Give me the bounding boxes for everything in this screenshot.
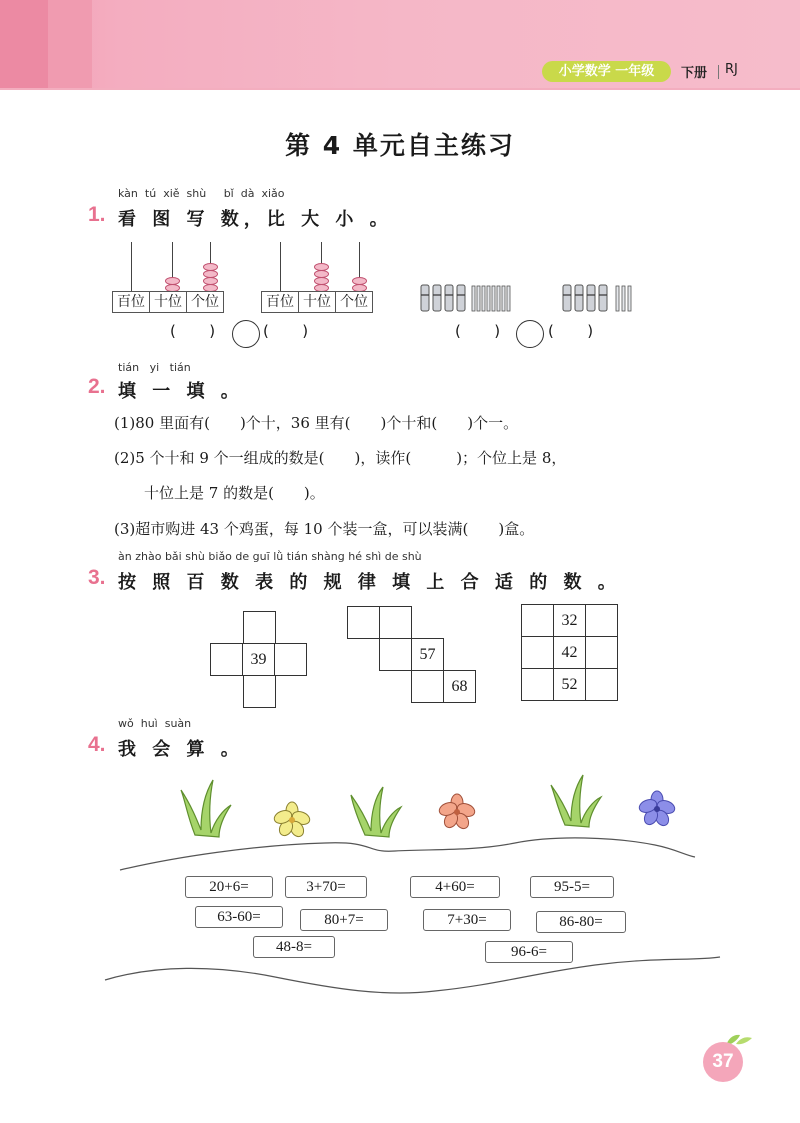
edition-label: RJ (725, 62, 738, 77)
pinyin-syllable: shù (185, 550, 205, 563)
hundreds-label: 百位 (113, 292, 150, 312)
calculation-box[interactable]: 48-8= (253, 936, 335, 958)
q2-line-4: (3)超市购进 43 个鸡蛋，每 10 个装一盒，可以装满( )盒。 (114, 520, 535, 538)
page-title: 第 4 单元自主练习 (285, 131, 515, 160)
header-stripe (0, 0, 48, 90)
pinyin-syllable: shù (186, 187, 207, 200)
compare-circle[interactable] (516, 320, 544, 348)
grid-cell-blank[interactable] (521, 668, 554, 701)
calculation-box[interactable]: 63-60= (195, 906, 283, 928)
q3-pinyin (118, 550, 422, 563)
compare-circle[interactable] (232, 320, 260, 348)
q2-line-1: (1)80 里面有( )个十，36 里有( )个十和( )个一。 (114, 414, 519, 432)
grid-cell: 32 (553, 604, 586, 637)
tens-label: 十位 (299, 292, 336, 312)
pinyin-syllable: tián (118, 361, 140, 374)
counting-sticks-left (420, 283, 515, 315)
place-value-labels (261, 291, 373, 313)
calculation-box[interactable]: 96-6= (485, 941, 573, 963)
grid-cell-blank[interactable] (585, 636, 618, 669)
abacus-rod (131, 242, 132, 292)
header-line (0, 88, 800, 90)
flower-icon (272, 802, 311, 839)
grid-cell-blank[interactable] (243, 675, 276, 708)
volume-label: 下册 (681, 66, 708, 81)
abacus-right (261, 240, 381, 315)
grass-icon (551, 775, 601, 827)
pinyin-syllable: shì (365, 550, 382, 563)
pinyin-syllable: zhào (135, 550, 162, 563)
header-divider (718, 65, 719, 79)
pinyin-syllable: hé (348, 550, 362, 563)
pinyin-syllable: huì (140, 717, 158, 730)
pinyin-syllable: yi (149, 361, 160, 374)
q1-pinyin (118, 187, 285, 200)
grass-icon (351, 787, 401, 837)
pinyin-syllable: bǐ (223, 187, 234, 200)
pinyin-syllable: tú (144, 187, 157, 200)
calculation-box[interactable]: 95-5= (530, 876, 614, 898)
grid-cell-blank[interactable] (379, 606, 412, 639)
pinyin-syllable: de (384, 550, 399, 563)
pinyin-syllable: shù (401, 550, 422, 563)
grid-cell-blank[interactable] (347, 606, 380, 639)
page-number: 37 (703, 1042, 743, 1082)
pinyin-syllable: xiě (163, 187, 180, 200)
pinyin-syllable: suàn (164, 717, 192, 730)
q2-line-3: 十位上是 7 的数是( )。 (144, 484, 325, 502)
q2-line-2: (2)5 个十和 9 个一组成的数是( )，读作( )；个位上是 8， (114, 449, 567, 467)
header-band (0, 0, 800, 90)
pinyin-syllable: tián (286, 550, 308, 563)
grid-cell: 39 (242, 643, 275, 676)
pinyin-syllable: xiǎo (261, 187, 285, 200)
number-grid-staircase (347, 606, 477, 706)
answer-blank[interactable]: ( ) (455, 322, 501, 340)
grid-cell-blank[interactable] (585, 604, 618, 637)
answer-blank[interactable]: ( ) (263, 322, 309, 340)
pinyin-syllable: àn (118, 550, 132, 563)
calculation-box[interactable]: 80+7= (300, 909, 388, 931)
pinyin-syllable: kàn (118, 187, 138, 200)
pinyin-syllable: biǎo (208, 550, 232, 563)
calculation-box[interactable]: 3+70= (285, 876, 367, 898)
pinyin-syllable: wǒ (118, 717, 134, 730)
grass-icon (181, 780, 231, 837)
grid-cell-blank[interactable] (411, 670, 444, 703)
subject-badge: 小学数学 一年级 (542, 61, 671, 82)
calculation-box[interactable]: 20+6= (185, 876, 273, 898)
counting-sticks-right (562, 283, 642, 315)
pinyin-syllable: shàng (311, 550, 345, 563)
flower-icon (637, 791, 676, 828)
grid-cell: 57 (411, 638, 444, 671)
q1-title: 看 图 写 数，比 大 小 。 (118, 209, 393, 230)
grid-cell-blank[interactable] (243, 611, 276, 644)
pinyin-syllable: tián (169, 361, 191, 374)
q3-number: 3. (88, 566, 106, 589)
grid-cell: 52 (553, 668, 586, 701)
q3-title: 按 照 百 数 表 的 规 律 填 上 合 适 的 数 。 (118, 572, 621, 593)
q4-title: 我 会 算 。 (118, 739, 244, 760)
place-value-labels (112, 291, 224, 313)
grid-cell: 68 (443, 670, 476, 703)
q4-number: 4. (88, 733, 106, 756)
grid-cell-blank[interactable] (521, 604, 554, 637)
pinyin-syllable: dà (240, 187, 255, 200)
q2-number: 2. (88, 375, 106, 398)
pinyin-syllable: de (235, 550, 250, 563)
q2-pinyin (118, 361, 191, 374)
grid-cell: 42 (553, 636, 586, 669)
calculation-box[interactable]: 4+60= (410, 876, 500, 898)
grid-cell-blank[interactable] (274, 643, 307, 676)
calculation-box[interactable]: 86-80= (536, 911, 626, 933)
flower-icon (437, 794, 476, 831)
grid-cell-blank[interactable] (210, 643, 243, 676)
answer-blank[interactable]: ( ) (548, 322, 594, 340)
grid-cell-blank[interactable] (521, 636, 554, 669)
tens-label: 十位 (150, 292, 187, 312)
calculation-box[interactable]: 7+30= (423, 909, 511, 931)
pinyin-syllable: bǎi (164, 550, 182, 563)
q4-pinyin (118, 717, 191, 730)
hundreds-label: 百位 (262, 292, 299, 312)
answer-blank[interactable]: ( ) (170, 322, 216, 340)
q2-title: 填 一 填 。 (118, 381, 244, 402)
abacus-left (112, 240, 232, 315)
ones-label: 个位 (340, 294, 368, 310)
header-stripe (48, 0, 92, 90)
q1-number: 1. (88, 203, 106, 226)
abacus-rod (280, 242, 281, 292)
number-grid-square (521, 604, 621, 700)
pinyin-syllable: guī (252, 550, 270, 563)
ones-label: 个位 (191, 294, 219, 310)
grid-cell-blank[interactable] (379, 638, 412, 671)
number-grid-plus (210, 611, 310, 707)
grid-cell-blank[interactable] (585, 668, 618, 701)
pinyin-syllable: lǜ (273, 550, 284, 563)
